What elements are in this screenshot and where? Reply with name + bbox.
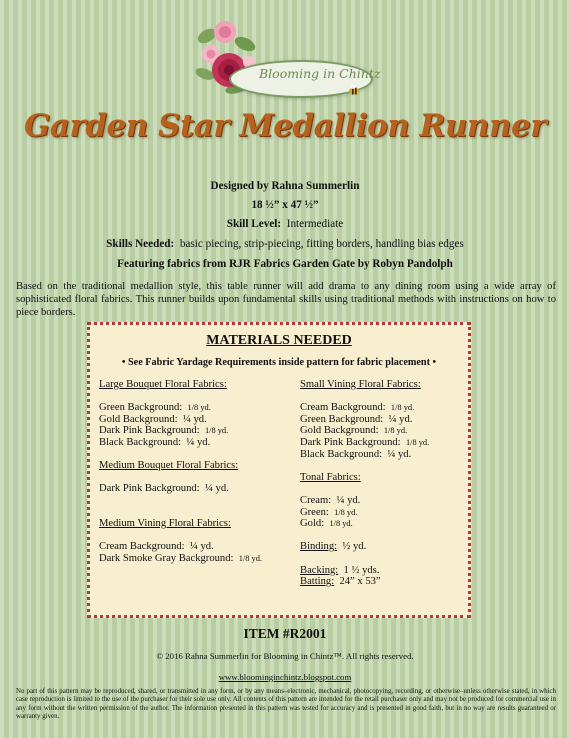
backing-line: Backing: 1 ½ yds. (300, 564, 380, 576)
skill-level-label: Skill Level: (226, 218, 282, 230)
size-line: 18 ½” x 47 ½” (251, 199, 319, 211)
batting-line: Batting: 24” x 53” (300, 576, 381, 588)
list-item: Gold Background: ¼ yd. (99, 413, 207, 425)
skill-level-line (0, 218, 570, 230)
list-item: Green Background: 1/8 yd. (99, 402, 211, 414)
materials-heading: MATERIALS NEEDED (206, 333, 352, 348)
blooming-in-chintz-logo (187, 14, 383, 106)
item-number: ITEM #R2001 (243, 626, 327, 641)
medium-vining-title: Medium Vining Floral Fabrics: (99, 518, 231, 530)
fabrics-line: Featuring fabrics from RJR Fabrics Garden Gate by Robyn Pandolph (117, 258, 453, 270)
materials-box (87, 322, 471, 618)
materials-note: • See Fabric Yardage Requirements inside pattern for fabric placement • (121, 357, 437, 368)
list-item: Dark Pink Background: ¼ yd. (99, 483, 229, 495)
skills-needed-value: basic piecing, strip-piecing, fitting borders, handling bias edges (179, 238, 464, 250)
materials-right-column (300, 379, 468, 588)
intro-paragraph: Based on the traditional medallion style, this table runner will add drama to any dining room using a wide array of sophisticated floral fabrics. This runner builds upon fundamental skills using traditional methods with instructions on how to piece borders. (16, 281, 556, 318)
logo-text: Blooming in Chintz (259, 66, 381, 81)
list-item: Gold Background: 1/8 yd. (300, 425, 408, 437)
list-item: Cream Background: 1/8 yd. (300, 402, 415, 414)
list-item: Green Background: ¼ yd. (300, 413, 413, 425)
materials-left-column (99, 379, 289, 565)
designer-line: Designed by Rahna Summerlin (210, 180, 360, 192)
list-item: Dark Smoke Gray Background: 1/8 yd. (99, 552, 263, 564)
list-item: Dark Pink Background: 1/8 yd. (99, 425, 229, 437)
skills-needed-label: Skills Needed: (106, 238, 175, 250)
skill-level-value: Intermediate (286, 218, 344, 230)
list-item: Cream Background: ¼ yd. (99, 541, 214, 553)
list-item: Gold: 1/8 yd. (300, 518, 353, 530)
website-link[interactable]: www.bloominginchintz.blogspot.com (218, 672, 352, 682)
small-vining-title: Small Vining Floral Fabrics: (300, 379, 421, 390)
bee-icon (347, 84, 361, 96)
list-item: Green: 1/8 yd. (300, 506, 358, 518)
copyright-line: © 2016 Rahna Summerlin for Blooming in Chintz™. All rights reserved. (156, 651, 414, 661)
skills-needed-line (0, 238, 570, 250)
list-item: Black Background: ¼ yd. (300, 448, 412, 460)
list-item: Cream: ¼ yd. (300, 494, 361, 506)
medium-bouquet-title: Medium Bouquet Floral Fabrics: (99, 460, 239, 472)
legal-notice: No part of this pattern may be reproduced, shared, or transmitted in any form, or by any means–electronic, mechanical, photocopying, recording, or otherwise–unless otherwise stated, in which case reproduction is limited to the use of the purchaser for their sole use only. All contents of this pattern are intended for the retail purchaser only and may not be produced for commercial use in any form without the written permission of the author. The information presented in this pattern was tested for accuracy and is presented in good faith, but in no way are results guaranteed or warranty given. (16, 688, 556, 721)
list-item: Dark Pink Background: 1/8 yd. (300, 436, 430, 448)
list-item: Black Background: ¼ yd. (99, 436, 211, 448)
page-title: Garden Star Medallion Runner (23, 108, 547, 144)
tonal-title: Tonal Fabrics: (300, 471, 361, 483)
large-bouquet-title: Large Bouquet Floral Fabrics: (99, 379, 227, 390)
binding-line: Binding: ½ yd. (300, 541, 367, 553)
